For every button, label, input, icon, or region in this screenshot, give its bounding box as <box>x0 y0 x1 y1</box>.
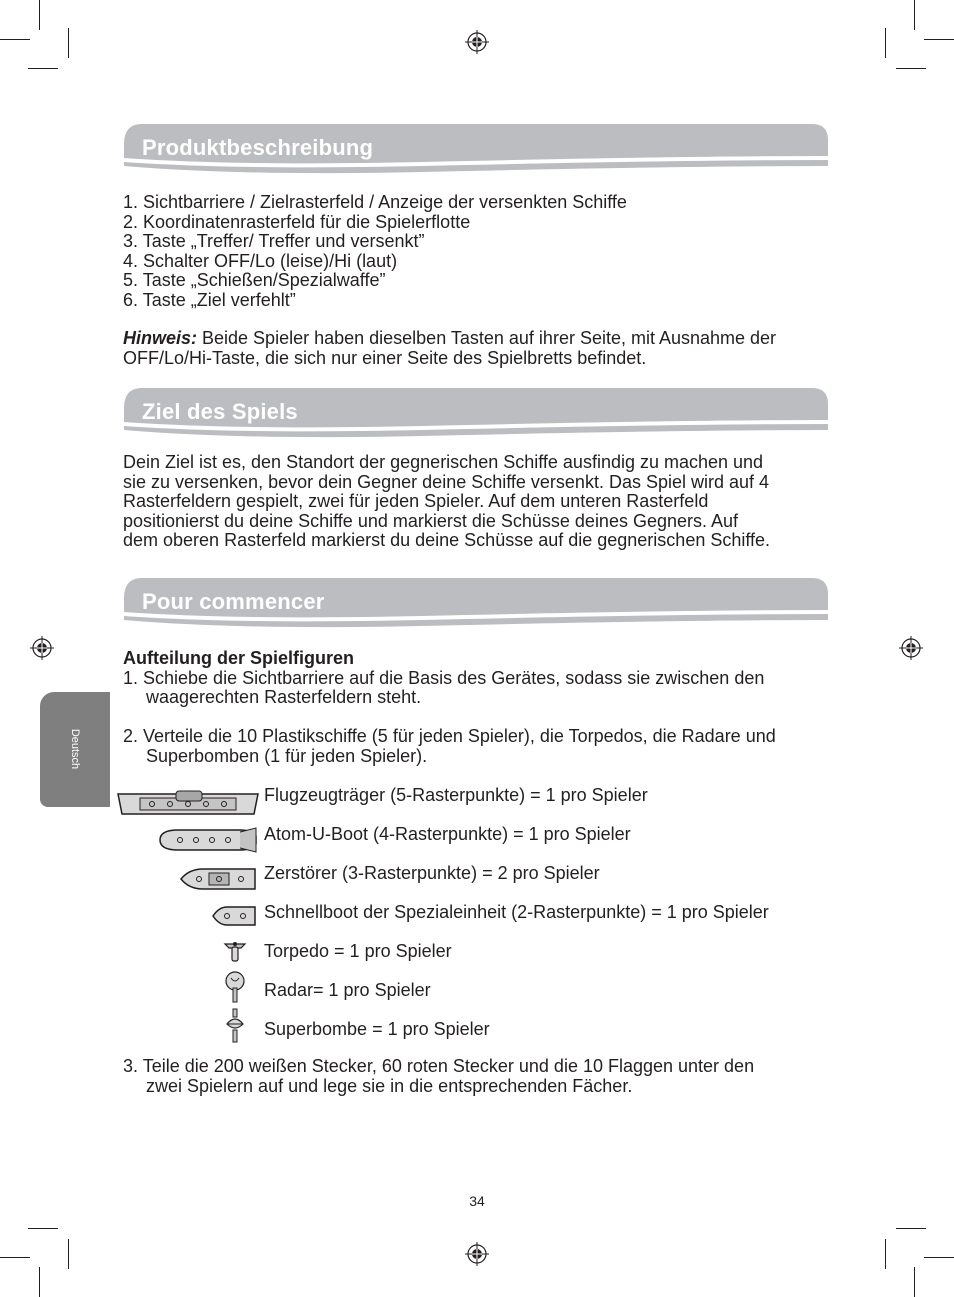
piece-label: Superbombe = 1 pro Spieler <box>264 1019 490 1039</box>
hint-paragraph <box>123 329 838 368</box>
crop-mark <box>896 68 926 69</box>
registration-mark-icon <box>465 1242 489 1266</box>
setup-steps <box>123 649 838 766</box>
crop-mark <box>68 28 69 58</box>
crop-mark <box>885 28 886 58</box>
step-line: 3. Teile die 200 weißen Stecker, 60 roten Stecker und die 10 Flaggen unter den <box>123 1056 755 1076</box>
hint-text: OFF/Lo/Hi-Taste, die sich nur einer Seite des Spielbretts befindet. <box>123 347 647 368</box>
list-item: 2. Koordinatenrasterfeld für die Spielerflotte <box>123 211 471 232</box>
goal-paragraph <box>123 453 838 551</box>
step-line: 2. Verteile die 10 Plastikschiffe (5 für jeden Spieler), die Torpedos, die Radare und <box>123 726 776 746</box>
hint-text: Beide Spieler haben dieselben Tasten auf ihrer Seite, mit Ausnahme der <box>197 328 777 348</box>
list-item: 5. Taste „Schießen/Spezialwaffe” <box>123 270 386 290</box>
paragraph-line: dem oberen Rasterfeld markierst du deine Schüsse auf die gegnerischen Schiffe. <box>123 530 771 550</box>
registration-mark-icon <box>30 636 54 660</box>
crop-mark <box>924 1257 954 1258</box>
piece-label: Radar= 1 pro Spieler <box>264 980 431 1000</box>
language-tab-label: Deutsch <box>69 728 81 770</box>
piece-label: Torpedo = 1 pro Spieler <box>264 941 452 961</box>
step-line: Superbomben (1 für jeden Spieler). <box>146 745 428 766</box>
destroyer-icon <box>179 865 259 893</box>
list-item: 1. Sichtbarriere / Zielrasterfeld / Anzeige der versenkten Schiffe <box>123 192 627 212</box>
step-line: zwei Spielern auf und lege sie in die entsprechenden Fächer. <box>146 1075 633 1096</box>
subheading: Aufteilung der Spielfiguren <box>123 648 355 668</box>
torpedo-icon <box>222 938 248 964</box>
aircraft-carrier-icon <box>116 788 260 818</box>
crop-mark <box>0 1257 30 1258</box>
crop-mark <box>924 39 954 40</box>
crop-mark <box>39 0 40 30</box>
crop-mark <box>896 1228 926 1229</box>
crop-mark <box>914 1267 915 1297</box>
language-tab <box>40 692 110 807</box>
step-line: 1. Schiebe die Sichtbarriere auf die Basis des Gerätes, sodass sie zwischen den <box>123 667 765 688</box>
section-title-getting-started: Pour commencer <box>142 589 325 614</box>
setup-step-3 <box>123 1057 838 1096</box>
registration-mark-icon <box>465 30 489 54</box>
patrol-boat-icon <box>211 904 259 928</box>
crop-mark <box>914 0 915 30</box>
registration-mark-icon <box>899 636 923 660</box>
crop-mark <box>28 68 58 69</box>
crop-mark <box>885 1239 886 1269</box>
list-item: 3. Taste „Treffer/ Treffer und versenkt” <box>123 231 425 251</box>
section-title-product-description: Produktbeschreibung <box>142 135 374 160</box>
piece-label: Schnellboot der Spezialeinheit (2-Rasterpunkte) = 1 pro Spieler <box>264 902 769 922</box>
paragraph-line: Dein Ziel ist es, den Standort der gegnerischen Schiffe ausfindig zu machen und <box>123 452 764 472</box>
superbomb-icon <box>224 1008 246 1044</box>
step-line: waagerechten Rasterfeldern steht. <box>146 687 422 707</box>
piece-label: Zerstörer (3-Rasterpunkte) = 2 pro Spieler <box>264 863 600 883</box>
radar-icon <box>224 970 246 1004</box>
paragraph-line: Rasterfeldern gespielt, zwei für jeden Spieler. Auf dem unteren Rasterfeld <box>123 491 709 511</box>
crop-mark <box>28 1228 58 1229</box>
list-item: 4. Schalter OFF/Lo (leise)/Hi (laut) <box>123 250 398 271</box>
section-title-goal: Ziel des Spiels <box>142 399 298 424</box>
list-item: 6. Taste „Ziel verfehlt” <box>123 289 296 310</box>
page-number: 34 <box>469 1193 485 1209</box>
submarine-icon <box>156 826 260 854</box>
crop-mark <box>68 1239 69 1269</box>
crop-mark <box>0 39 30 40</box>
paragraph-line: sie zu versenken, bevor dein Gegner deine Schiffe versenkt. Das Spiel wird auf 4 <box>123 471 770 492</box>
piece-label: Flugzeugträger (5-Rasterpunkte) = 1 pro Spieler <box>264 785 648 805</box>
paragraph-line: positionierst du deine Schiffe und markierst die Schüsse deines Gegners. Auf <box>123 510 739 531</box>
piece-label: Atom-U-Boot (4-Rasterpunkte) = 1 pro Spieler <box>264 824 631 844</box>
crop-mark <box>39 1267 40 1297</box>
hint-label: Hinweis: <box>123 328 198 348</box>
product-list <box>123 193 838 310</box>
